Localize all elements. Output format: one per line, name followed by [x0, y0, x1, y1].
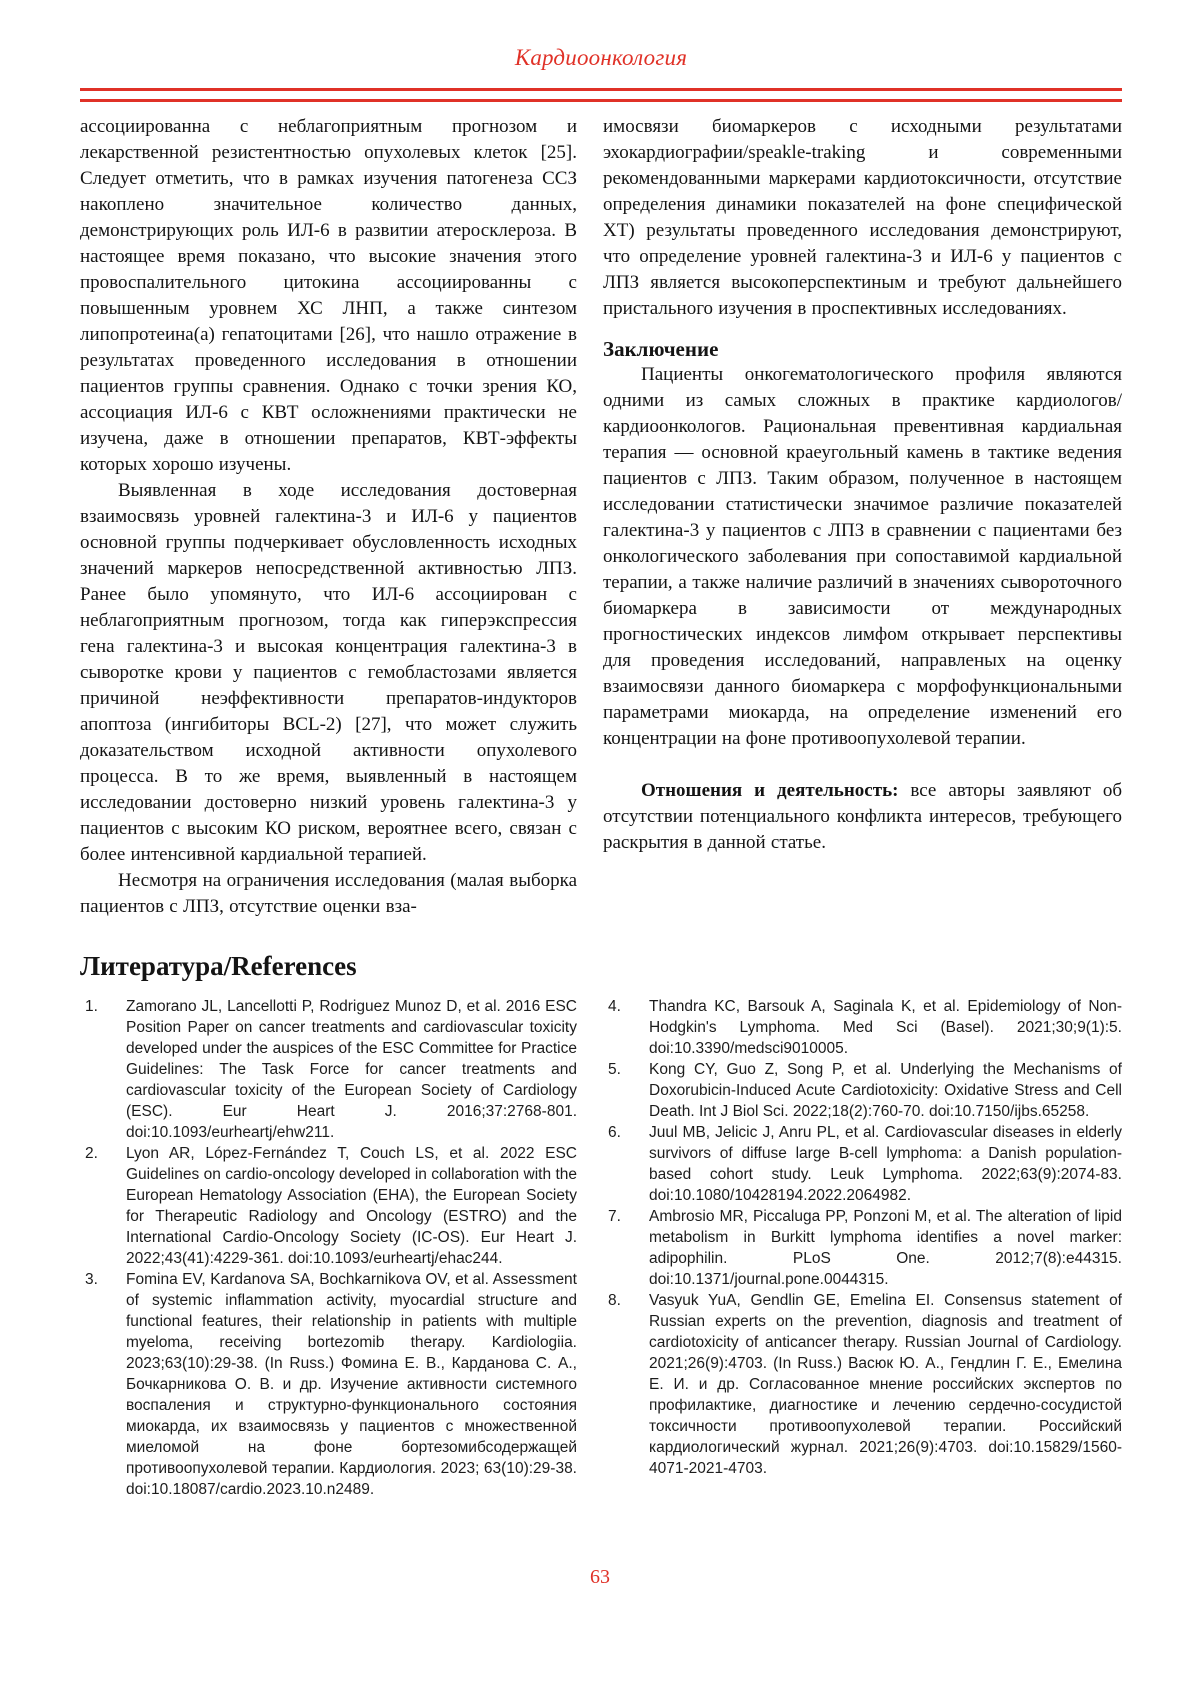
reference-text: Fomina EV, Kardanova SA, Bochkarnikova OV, et al. Assessment of systemic inflammation activity, myocardial structure and functional features, their relationship in patients with multiple myeloma, receiving bortezomib therapy. Kardiologiia. 2023;63(10):29-38. (In Russ.) Фомина Е. В., Карданова С. А., Бочкарникова О. В. и др. Изучение активности системного воспаления и структурно-функционального состояния миокарда, их взаимосвязь у пациентов с множественной миеломой на фоне бортезомибсодержащей противоопухолевой терапии. Кардиология. 2023; 63(10):29-38. doi:10.18087/cardio.2023.10.n2489. — [126, 1271, 577, 1498]
references-section — [80, 996, 1122, 1500]
paragraph: ассоциированна с неблагоприятным прогнозом и лекарственной резистентностью опухолевых клеток [25]. Следует отметить, что в рамках изучения патогенеза ССЗ накоплено значительное количество данных, демонстрирующих роль ИЛ-6 в развитии атеросклероза. В настоящее время показано, что высокие значения этого провоспалительного цитокина ассоциированны с повышенным уровнем ХС ЛНП, а также синтезом липопротеина(а) гепатоцитами [26], что нашло отражение в результатах проведенного исследования в отношении пациентов группы сравнения. Однако с точки зрения КО, ассоциация ИЛ-6 с КВТ осложнениями практически не изучена, даже в отношении препаратов, КВТ-эффекты которых хорошо изучены. — [80, 116, 577, 475]
reference-text: Lyon AR, López-Fernández T, Couch LS, et al. 2022 ESC Guidelines on cardio-oncology developed in collaboration with the European Hematology Association (EHA), the European Society for Therapeutic Radiology and Oncology (ESTRO) and the International Cardio-Oncology Society (IC-OS). Eur Heart J. 2022;43(41):4229-361. doi:10.1093/eurheartj/ehac244. — [126, 1145, 577, 1267]
disclosure-paragraph — [603, 778, 1122, 856]
running-head-section-title: Кардиоонкология — [514, 45, 688, 70]
reference-item — [80, 1143, 577, 1269]
reference-text: Thandra KC, Barsouk A, Saginala K, et al. Epidemiology of Non-Hodgkin's Lymphoma. Med Sci (Basel). 2021;30;9(1):5. doi:10.3390/medsci9010005. — [649, 998, 1122, 1057]
reference-number: 5. — [608, 1061, 621, 1078]
reference-item — [603, 1122, 1122, 1206]
header-double-rule — [80, 88, 1122, 102]
article-body — [80, 114, 1122, 920]
references-heading: Литература/References — [80, 951, 357, 981]
reference-number: 1. — [85, 998, 98, 1015]
article-right-column — [603, 114, 1122, 920]
reference-text: Vasyuk YuA, Gendlin GE, Emelina EI. Consensus statement of Russian experts on the prevention, diagnosis and treatment of cardiotoxicity of anticancer therapy. Russian Journal of Cardiology. 2021;26(9):4703. (In Russ.) Васюк Ю. А., Гендлин Г. Е., Емелина Е. И. и др. Согласованное мнение российских экспертов по профилактике, диагностике и лечению сердечно-сосудистой токсичности противоопухолевой терапии. Российский кардиологический журнал. 2021;26(9):4703. doi:10.15829/1560-4071-2021-4703. — [649, 1292, 1122, 1477]
disclosure-label: Отношения и деятельность: — [641, 780, 899, 801]
reference-item — [603, 996, 1122, 1059]
reference-number: 2. — [85, 1145, 98, 1162]
reference-item — [80, 996, 577, 1143]
conclusion-heading: Заключение — [603, 337, 719, 361]
reference-item — [603, 1059, 1122, 1122]
page-number: 63 — [590, 1566, 610, 1588]
article-left-column — [80, 114, 577, 920]
reference-number: 7. — [608, 1208, 621, 1225]
paragraph: Несмотря на ограничения исследования (малая выборка пациентов с ЛПЗ, отсутствие оценки вза- — [80, 870, 577, 917]
reference-item — [603, 1290, 1122, 1479]
reference-number: 6. — [608, 1124, 621, 1141]
disclosure-text: все авторы заявляют об отсутствии потенциального конфликта интересов, требующего раскрытия в данной статье. — [603, 780, 1122, 853]
references-right-column — [603, 996, 1122, 1500]
references-left-column — [80, 996, 577, 1500]
reference-number: 4. — [608, 998, 621, 1015]
reference-text: Kong CY, Guo Z, Song P, et al. Underlying the Mechanisms of Doxorubicin-Induced Acute Cardiotoxicity: Oxidative Stress and Cell Death. Int J Biol Sci. 2022;18(2):760-70. doi:10.7150/ijbs.65258. — [649, 1061, 1122, 1120]
reference-number: 3. — [85, 1271, 98, 1288]
reference-text: Zamorano JL, Lancellotti P, Rodriguez Munoz D, et al. 2016 ESC Position Paper on cancer treatments and cardiovascular toxicity developed under the auspices of the ESC Committee for Practice Guidelines: The Task Force for cancer treatments and cardiovascular toxicity of the European Society of Cardiology (ESC). Eur Heart J. 2016;37:2768-801. doi:10.1093/eurheartj/ehw211. — [126, 998, 577, 1141]
reference-text: Juul MB, Jelicic J, Anru PL, et al. Cardiovascular diseases in elderly survivors of diffuse large B-cell lymphoma: a Danish population-based cohort study. Leuk Lymphoma. 2022;63(9):2074-83. doi:10.1080/10428194.2022.2064982. — [649, 1124, 1122, 1204]
paragraph: имосвязи биомаркеров с исходными результатами эхокардиографии/speakle-traking и современными рекомендованными маркерами кардиотоксичности, отсутствие определения динамики показателей на фоне специфической ХТ) результаты проведенного исследования демонстрируют, что определение уровней галектина-3 и ИЛ-6 у пациентов с ЛПЗ является высокоперспектиным и требуют дальнейшего пристального изучения в проспективных исследованиях. — [603, 116, 1122, 319]
reference-text: Ambrosio MR, Piccaluga PP, Ponzoni M, et al. The alteration of lipid metabolism in Burkitt lymphoma identifies a novel marker: adipophilin. PLoS One. 2012;7(8):e44315. doi:10.1371/journal.pone.0044315. — [649, 1208, 1122, 1288]
reference-item — [80, 1269, 577, 1500]
conclusion-paragraph: Пациенты онкогематологического профиля являются одними из самых сложных в практике кардиологов/кардиоонкологов. Рациональная превентивная кардиальная терапия — основной краеугольный камень в тактике ведения пациентов с ЛПЗ. Таким образом, полученное в настоящем исследовании статистически значимое различие показателей галектина-3 у пациентов с ЛПЗ в сравнении с пациентами без онкологического заболевания при сопоставимой кардиальной терапии, а также наличие различий в значениях сывороточного биомаркера в зависимости от международных прогностических индексов лимфом открывает перспективы для проведения исследований, направленых на оценку взаимосвязи данного биомаркера с морфофункциональными параметрами миокарда, на определение изменений его концентрации на фоне противоопухолевой терапии. — [603, 364, 1122, 749]
reference-number: 8. — [608, 1292, 621, 1309]
paragraph: Выявленная в ходе исследования достоверная взаимосвязь уровней галектина-3 и ИЛ-6 у пациентов основной группы подчеркивает обусловленность исходных значений маркеров непосредственной активностью ЛПЗ. Ранее было упомянуто, что ИЛ-6 ассоциирован с неблагоприятным прогнозом, тогда как гиперэкспрессия гена галектина-3 и высокая концентрация галектина-3 в сыворотке крови у пациентов с гемобластозами является причиной неэффективности препаратов-индукторов апоптоза (ингибиторы BCL-2) [27], что может служить доказательством исходной активности опухолевого процесса. В то же время, выявленный в настоящем исследовании достоверно низкий уровень галектина-3 у пациентов с высоким КО риском, вероятнее всего, связан с более интенсивной кардиальной терапией. — [80, 480, 577, 865]
reference-item — [603, 1206, 1122, 1290]
